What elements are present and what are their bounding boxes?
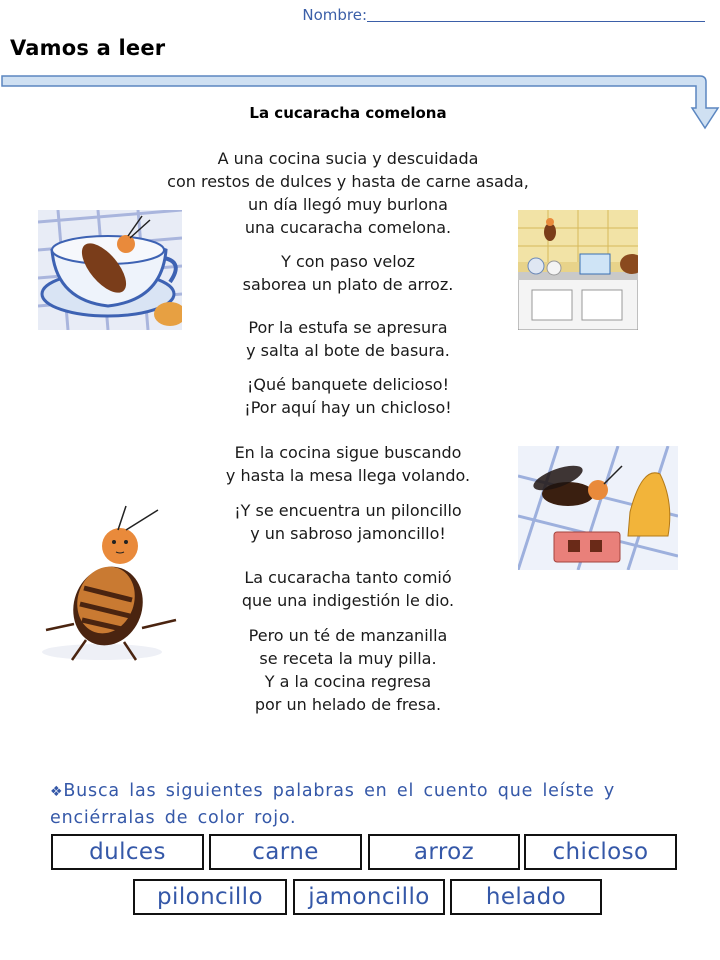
kitchen-sink-illustration [518,210,638,330]
poem-line: En la cocina sigue buscando [234,443,462,462]
poem-line: Y con paso veloz [281,252,415,271]
flying-cockroach-illustration [518,446,678,570]
name-field[interactable] [0,6,720,24]
poem-line: Y a la cocina regresa [264,672,432,691]
poem-line: se receta la muy pilla. [259,649,437,668]
stanza-1 [167,147,529,239]
poem-line: un día llegó muy burlona [248,195,448,214]
stanza-6 [188,499,508,545]
poem-line: que una indigestión le dio. [241,591,455,610]
stanza-4 [188,373,508,419]
instruction-text [50,778,690,831]
poem-line: por un helado de fresa. [254,695,442,714]
stanza-2 [188,250,508,296]
poem-line: con restos de dulces y hasta de carne asada, [167,172,529,191]
poem-line: La cucaracha tanto comió [244,568,452,587]
poem-line: saborea un plato de arroz. [242,275,454,294]
poem-line: y salta al bote de basura. [246,341,450,360]
poem-line: ¡Y se encuentra un piloncillo [234,501,462,520]
word-box-jamoncillo[interactable]: jamoncillo [293,879,445,915]
poem-line: y hasta la mesa llega volando. [225,466,471,485]
name-blank-line[interactable] [367,7,705,22]
stanza-7 [188,566,508,612]
instruction-label: Busca las siguientes palabras en el cuento que leíste y enciérralas de color rojo. [50,781,616,828]
word-box-dulces[interactable]: dulces [51,834,204,870]
word-box-carne[interactable]: carne [209,834,362,870]
diamond-bullet-icon: ❖ [50,784,64,800]
word-box-helado[interactable]: helado [450,879,602,915]
cockroach-in-teacup-illustration [38,210,182,330]
name-label: Nombre: [302,6,367,24]
poem-line: Pero un té de manzanilla [248,626,448,645]
page-title: Vamos a leer [10,36,166,60]
poem-line: Por la estufa se apresura [248,318,448,337]
sitting-cockroach-illustration [36,504,188,664]
word-box-arroz[interactable]: arroz [368,834,520,870]
poem-line: ¡Por aquí hay un chicloso! [244,398,452,417]
poem-line: y un sabroso jamoncillo! [250,524,446,543]
word-box-piloncillo[interactable]: piloncillo [133,879,287,915]
poem-line: A una cocina sucia y descuidada [217,149,479,168]
stanza-5 [188,441,508,487]
word-box-chicloso[interactable]: chicloso [524,834,677,870]
poem-line: ¡Qué banquete delicioso! [247,375,449,394]
stanza-3 [188,316,508,362]
poem-line: una cucaracha comelona. [244,218,452,237]
stanza-8 [188,624,508,716]
banner-arrow-icon [0,70,720,132]
story-title: La cucaracha comelona [249,104,447,122]
